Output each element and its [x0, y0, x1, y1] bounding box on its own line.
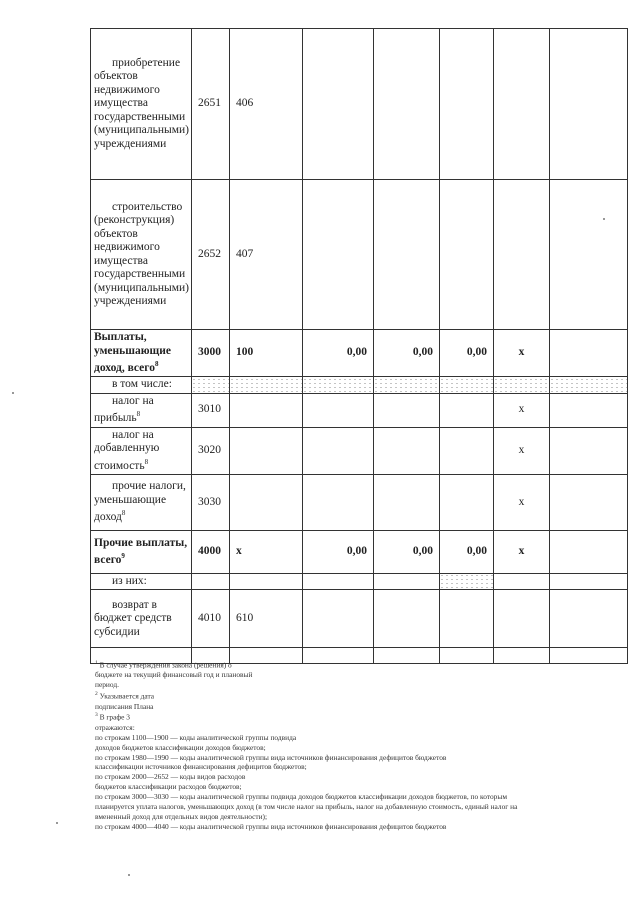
scan-speck — [56, 822, 58, 824]
row-c2 — [373, 427, 439, 474]
row-code: 3010 — [191, 393, 229, 427]
row-c4: x — [493, 530, 549, 573]
row-name: из них: — [91, 573, 192, 590]
row-c1 — [302, 590, 373, 648]
footnote-line: подписания Плана — [95, 701, 154, 711]
row-name: Выплаты, уменьшающие доход, всего$^8$ — [91, 330, 192, 377]
row-name: Прочие выплаты, всего$^9$ — [91, 530, 192, 573]
row-c1 — [302, 573, 373, 590]
row-c3 — [439, 377, 493, 394]
table-row — [91, 180, 628, 330]
row-c3: 0,00 — [439, 330, 493, 377]
row-c5 — [549, 180, 627, 330]
footnote-line: по строкам 4000—4040 — коды аналитической группы вида источников финансирования дефицитов бюджетов — [95, 821, 447, 831]
row-c2: 0,00 — [373, 330, 439, 377]
row-c4: x — [493, 427, 549, 474]
row-c1 — [302, 474, 373, 530]
row-c4: x — [493, 393, 549, 427]
scan-speck — [603, 218, 605, 220]
row-c3: 0,00 — [439, 530, 493, 573]
table-row-total — [91, 330, 628, 377]
row-c5 — [549, 393, 627, 427]
row-c5 — [549, 29, 627, 180]
row-c3 — [439, 180, 493, 330]
footnote-line: по строкам 1100—1900 — коды аналитической группы подвида — [95, 732, 297, 742]
footnote-line: $^1$ В случае утверждения закона (решения) о — [95, 660, 232, 670]
row-kbk — [229, 377, 302, 394]
row-name: налог на добавленную стоимость$^8$ — [91, 427, 192, 474]
row-c2 — [373, 180, 439, 330]
row-c5 — [549, 648, 627, 664]
row-code: 3030 — [191, 474, 229, 530]
row-kbk: 407 — [229, 180, 302, 330]
row-name: прочие налоги, уменьшающие доход$^8$ — [91, 474, 192, 530]
row-name: возврат в бюджет средств субсидии — [91, 590, 192, 648]
row-kbk — [229, 393, 302, 427]
table-row — [91, 393, 628, 427]
row-c4 — [493, 377, 549, 394]
footnote-line: доходов бюджетов классификации доходов бюджетов; — [95, 742, 266, 752]
scan-speck — [12, 392, 14, 394]
row-code: 2651 — [191, 29, 229, 180]
table-row — [91, 377, 628, 394]
row-c2 — [373, 590, 439, 648]
row-c5 — [549, 530, 627, 573]
footnote-line: планируется уплата налогов, уменьшающих доход (в том числе налог на прибыль, налог на добавленную стоимость, единый налог на — [95, 802, 518, 812]
row-code: 3020 — [191, 427, 229, 474]
row-c1: 0,00 — [302, 530, 373, 573]
row-c1: 0,00 — [302, 330, 373, 377]
row-c3 — [439, 29, 493, 180]
row-kbk — [229, 474, 302, 530]
row-c5 — [549, 474, 627, 530]
row-code: 4000 — [191, 530, 229, 573]
footnote-line: период. — [95, 680, 119, 690]
table-row — [91, 474, 628, 530]
row-c2 — [373, 29, 439, 180]
table-row — [91, 573, 628, 590]
row-c1 — [302, 29, 373, 180]
footnote-line: бюджетов классификации расходов бюджетов; — [95, 782, 242, 792]
row-name: приобретение объектов недвижимого имущества государственными (муниципальными) учреждениями — [91, 29, 192, 180]
footnotes — [95, 659, 525, 832]
row-c5 — [549, 590, 627, 648]
row-kbk: x — [229, 530, 302, 573]
row-c3 — [439, 573, 493, 590]
row-name: строительство (реконструкция) объектов недвижимого имущества государственными (муниципальными) учреждениями — [91, 180, 192, 330]
footnote-line: по строкам 1980—1990 — коды аналитической группы вида источников финансирования дефицитов бюджетов — [95, 752, 447, 762]
row-c1 — [302, 377, 373, 394]
table-row — [91, 427, 628, 474]
footnote-line: вмененный доход для отдельных видов деятельности); — [95, 812, 268, 821]
row-c3 — [439, 427, 493, 474]
row-code — [191, 573, 229, 590]
row-c3 — [439, 474, 493, 530]
footnote-line: классификации источников финансирования дефицитов бюджетов; — [95, 762, 307, 772]
row-kbk: 406 — [229, 29, 302, 180]
footnote-line: бюджете на текущий финансовый год и плановый — [95, 670, 253, 680]
row-name: в том числе: — [91, 377, 192, 394]
row-kbk — [229, 573, 302, 590]
row-c4 — [493, 180, 549, 330]
plan-table — [90, 28, 628, 664]
row-c1 — [302, 393, 373, 427]
row-c2: 0,00 — [373, 530, 439, 573]
row-c3 — [439, 590, 493, 648]
row-c4: x — [493, 474, 549, 530]
row-kbk: 610 — [229, 590, 302, 648]
row-c2 — [373, 474, 439, 530]
row-code: 3000 — [191, 330, 229, 377]
footnote-line: $^3$ В графе 3 — [95, 712, 131, 722]
row-c1 — [302, 180, 373, 330]
row-code — [191, 377, 229, 394]
row-c4: x — [493, 330, 549, 377]
row-c2 — [373, 393, 439, 427]
row-kbk — [229, 427, 302, 474]
table-row — [91, 29, 628, 180]
row-code: 4010 — [191, 590, 229, 648]
row-c5 — [549, 330, 627, 377]
table-row — [91, 590, 628, 648]
footnote-line: $^2$ Указывается дата — [95, 691, 155, 701]
row-c5 — [549, 377, 627, 394]
footnote-line: по строкам 3000—3030 — коды аналитической группы подвида доходов бюджетов классификации доходов бюджетов, по которым — [95, 792, 508, 802]
footnote-line: по строкам 2000—2652 — коды видов расходов — [95, 772, 246, 782]
row-c4 — [493, 573, 549, 590]
footnote-line: отражаются: — [95, 722, 135, 732]
row-code: 2652 — [191, 180, 229, 330]
row-c5 — [549, 427, 627, 474]
row-c1 — [302, 427, 373, 474]
scan-speck — [128, 874, 130, 876]
row-kbk: 100 — [229, 330, 302, 377]
row-c3 — [439, 393, 493, 427]
row-name: налог на прибыль$^8$ — [91, 393, 192, 427]
row-c2 — [373, 377, 439, 394]
table-row-total — [91, 530, 628, 573]
row-c5 — [549, 573, 627, 590]
row-c4 — [493, 590, 549, 648]
row-c2 — [373, 573, 439, 590]
row-c4 — [493, 29, 549, 180]
